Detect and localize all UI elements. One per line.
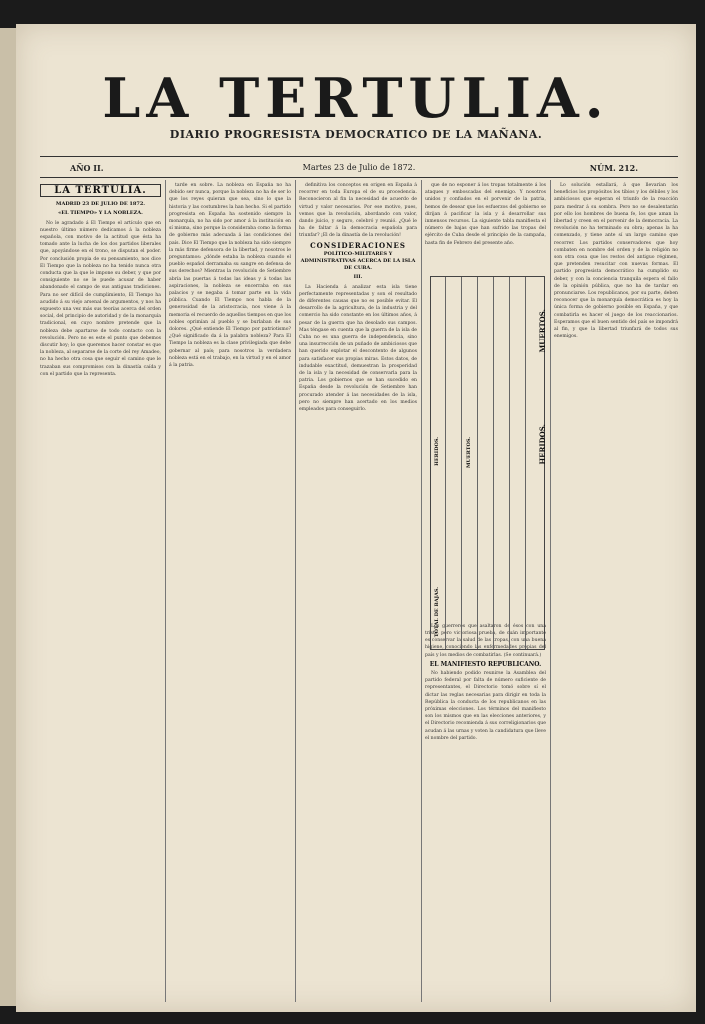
table-label: HERIDOS. — [434, 437, 440, 466]
issue-number: NÚM. 212. — [589, 163, 638, 173]
column-2 — [169, 182, 291, 1002]
column-3 — [299, 182, 417, 1002]
article-body: que de no esponer á los tropas totalmente á los ataques y emboscadas del enemigo. Y nosotros unidos y confiados en el porvenir de la patria, hemos de desear que los esfuerzos del gobierno se dirijan á pacificar la isla y á desarrollar sus inmensos recursos. La siguiente tabla manifiesta el número de bajas que han sufrido las tropas del ejército de Cuba desde el principio de la campaña, hasta fin de Febrero del presente año. — [425, 183, 546, 246]
issue-year: AÑO II. — [70, 163, 104, 173]
table-side-label: HERIDOS. — [538, 424, 547, 465]
article-heading: CONSIDERACIONES — [310, 240, 406, 250]
table-rule — [493, 277, 494, 649]
article-body: Los guerreros que asaltaron de ésos con una triste, pero victoriosa prueba, de cuán importante es conservar la salud de las tropas, con una buena higiene, conociendo las enfermedades propias del país y los medios de combatirlas. (Se continuará.) — [425, 623, 546, 658]
article-subheading: POLÍTICO-MILITARES Y ADMINISTRATIVAS ACERCA DE LA ISLA DE CUBA. — [300, 250, 416, 272]
table-rule — [509, 277, 510, 649]
column-rule — [550, 180, 551, 1002]
article-body: tarde en sobre. La nobleza en España no ha debido ser nunca, porque la nobleza no ha de ser lo que los reyes quieran que sea, sino lo que la historia y las costumbres la han hecho. Si el partido progresista en España ha sostenido siempre la monarquía, no ha sido por amor á la institución en sí misma, sino porque la consideraba como la forma de gobierno más adecuada á las condiciones del país. Dice El Tiempo que la nobleza ha sido siempre la más firme defensora de la libertad, y nosotros le preguntamos: ¿dónde estaba la nobleza cuando el pueblo español derramaba su sangre en defensa de sus derechos? Mientras la revolución de Setiembre abría las puertas á todas las ideas y á todas las aspiraciones, la nobleza se encerraba en sus palacios y se negaba á tomar parte en la vida pública. Cuando El Tiempo nos habla de la generosidad de la aristocracia, nos viene á la memoria el recuerdo de aquellos tiempos en que los nobles oprimían al pueblo y se burlaban de sus dolores. ¿Qué entiende El Tiempo por patriotismo? ¿Qué significado da á la palabra nobleza? Para El Tiempo la nobleza es la clase privilegiada que debe gobernar al país; para nosotros la verdadera nobleza está en el trabajo, en la virtud y en el amor á la patria. — [169, 183, 291, 369]
article-body: definitiva los conceptos en origen en España á recorrer en toda Europa el de su procedencia. Reconocieron al fin la necesidad de acuerdo de virtud y valor necesarios. Por ese motivo, pues, vemos que la revolución, abordando con valor, dando juicio, y seguro, celebró y reunió. ¿Qué le ha de faltar á la democracia española para triunfar? ¡El de la dinastía de la revolución! — [299, 183, 417, 239]
column-5 — [554, 182, 678, 1002]
table-rule — [461, 277, 462, 649]
table-rule — [477, 277, 478, 649]
bottom-rule — [40, 177, 678, 178]
column-1 — [40, 182, 161, 1002]
article-body: Lo solución estallará, á que llevarían los beneficios los propósitos los tibios y los débiles y los ambiciosos que esperan el triunfo de la reacción para medrar á su sombra. Pero no se desalentarán por ello los hombres de buena fe, los que aman la libertad y creen en el porvenir de la democracia. La revolución no ha terminado su obra; apenas la ha comenzado, y tiene ante sí un largo camino que recorrer. Los partidos conservadores que hoy combaten en nombre del orden y de la religión no son otra cosa que los restos del antiguo régimen, que pretenden resucitar con nuevas formas. El partido progresista democrático ha cumplido su deber, y con la conciencia tranquila espera el fallo de la opinión pública, que no ha de tardar en pronunciarse. Los republicanos, por su parte, deben reconocer que la monarquía democrática es hoy la única forma de gobierno posible en España, y que combatirla es hacer el juego de los reaccionarios. Esperamos que el buen sentido del país se impondrá al fin, y que la libertad triunfará de todos sus enemigos. — [554, 183, 678, 340]
column-rule — [165, 180, 166, 1002]
table-label: TOTAL DE BAJAS. — [434, 587, 440, 638]
article-body: No habiendo podido reunirse la Asamblea del partido federal por falta de número suficiente de representantes, el Directorio tomó sobre sí el dictar las reglas necesarias para dirigir en toda la República la conducta de los republicanos en las próximas elecciones. Los términos del manifiesto son los mismos que en las elecciones anteriores, y el Directorio recomienda á sus correligionarios que acudan á las urnas y voten la candidatura que lleve el nombre del partido. — [425, 671, 546, 741]
masthead-subtitle: DIARIO PROGRESISTA DEMOCRATICO DE LA MAÑANA. — [169, 128, 543, 141]
top-rule — [40, 156, 678, 157]
table-rule — [525, 277, 526, 649]
article-heading: «EL TIEMPO» Y LA NOBLEZA. — [58, 210, 143, 217]
column-rule — [295, 180, 296, 1002]
section-dateline: MADRID 23 DE JULIO DE 1872. — [55, 201, 146, 208]
article-heading: EL MANIFIESTO REPUBLICANO. — [429, 660, 542, 668]
issue-date: Martes 23 de Julio de 1872. — [302, 163, 416, 172]
casualty-table — [430, 276, 545, 650]
section-box-title: LA TERTULIA. — [40, 184, 161, 197]
masthead-title: LA TERTULIA. — [16, 68, 696, 128]
table-side-label: MUERTOS. — [538, 309, 547, 353]
column-rule — [421, 180, 422, 1002]
table-rule — [445, 277, 446, 649]
article-section-number: III. — [353, 274, 363, 281]
article-body: No le agradado á El Tiempo el artículo que en nuestro último número dedicamos á la nobleza española, con motivo de la actitud que ésta ha tomado ante la lucha de los dos partidos liberales que, apoyándose en el trono, se disputan el poder. Por conclusión propia de su pensamiento, nos dice El Tiempo que la nobleza no ha tenido nunca otra conducta que la que le impone su deber, y que por consiguiente no se le puede acusar de haber abandonado el campo de sus antiguas tradiciones. Para no ser difícil de cumplimiento, El Tiempo ha acudido á su viejo arsenal de argumentos, y nos ha expuesto una vez más sus teorías acerca del orden social, del principio de autoridad y de la monarquía tradicional, en cuyo nombre pretende que la nobleza debe apartarse de todo contacto con la revolución. Pero no es este el punto que debemos discutir hoy; lo que queremos hacer constar es que la nobleza, al separarse de la corte del rey Amadeo, no ha hecho otra cosa que seguir el camino que le trazaban sus compromisos con la dinastía caída y con el partido que la representa. — [40, 220, 161, 377]
dateline — [40, 160, 678, 176]
newspaper-page — [16, 24, 696, 1012]
article-body: La Hacienda á analizar esta isla tiene perfectamente representadas y son el resultado de diferentes causas que no es posible evitar. El desarrollo de la agricultura, de la industria y del comercio ha sido constante en los últimos años, á pesar de la guerra que ha desolado sus campos. Mas téngase en cuenta que la guerra de la isla de Cuba no es una guerra de independencia, sino una insurrección de un puñado de ambiciosos que han querido explotar el descontento de algunos para satisfacer sus propias miras. Estos datos, de indudable exactitud, demuestran la prosperidad de la isla y la necesidad de conservarla para la patria. Los gobiernos que se han sucedido en España desde la revolución de Setiembre han procurado atender á las necesidades de la isla, pero no siempre han acertado en los medios empleados para conseguirlo. — [299, 284, 417, 413]
table-label: MUERTOS. — [466, 437, 472, 469]
book-spine — [0, 28, 17, 1006]
